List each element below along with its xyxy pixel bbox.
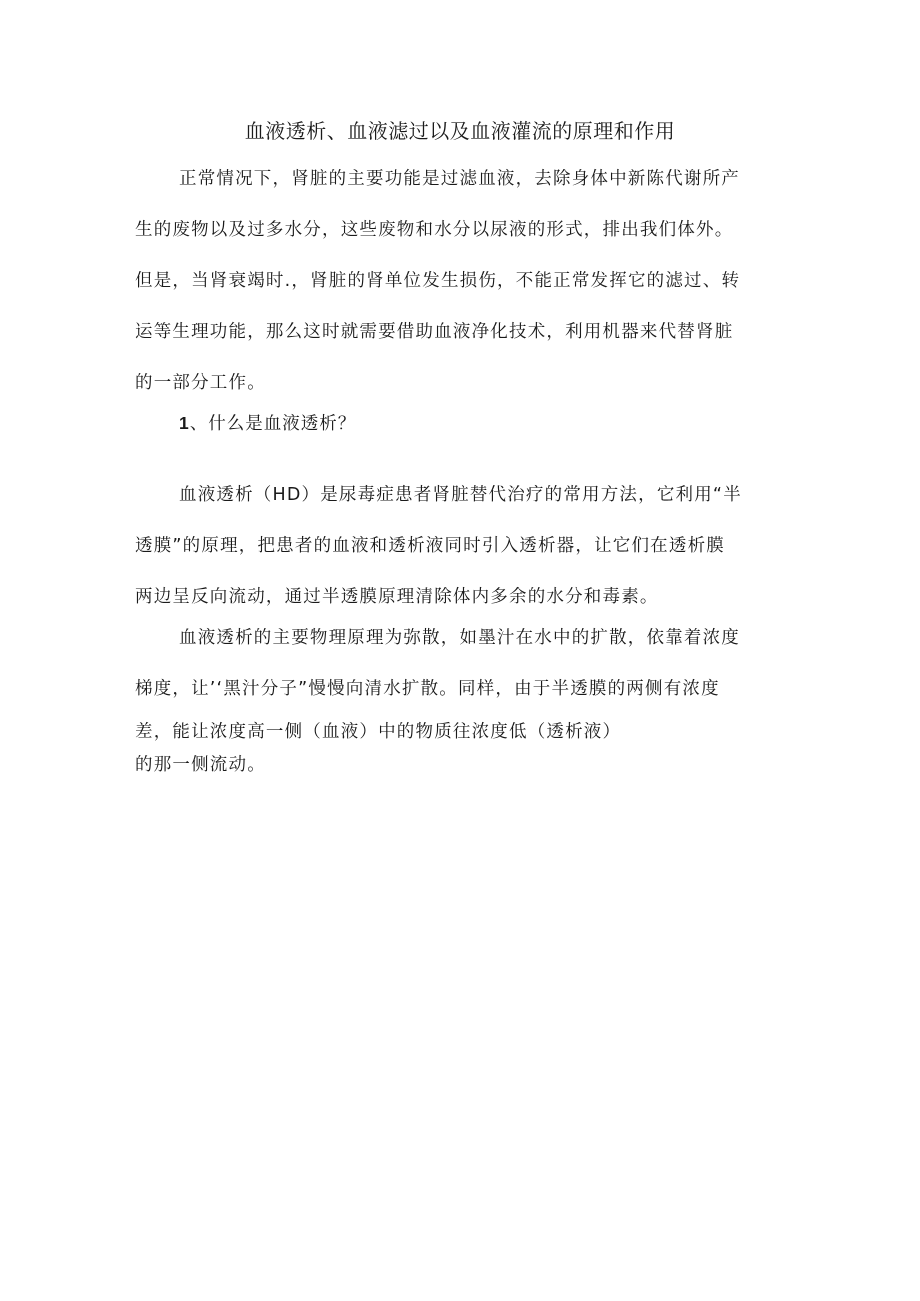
paragraph-line: 血液透析（HD）是尿毒症患者肾脏替代治疗的常用方法，它利用“半 — [179, 485, 742, 505]
paragraph-line: 的一部分工作。 — [135, 373, 266, 393]
intro-paragraph — [135, 154, 790, 409]
paragraph-line: 但是，当肾衰竭时.，肾脏的肾单位发生损伤，不能正常发挥它的滤过、转 — [135, 271, 741, 291]
paragraph-line: 血液透析的主要物理原理为弥散，如墨汁在水中的扩散，依靠着浓度 — [179, 628, 740, 648]
paragraph-line: 两边呈反向流动，通过半透膜原理清除体内多余的水分和毒素。 — [135, 587, 659, 607]
paragraph-line: 梯度，让’‘黑汁分子”慢慢向清水扩散。同样，由于半透膜的两侧有浓度 — [135, 679, 720, 699]
principle-paragraph — [135, 613, 790, 780]
hd-paragraph — [135, 470, 790, 623]
paragraph-line: 透膜”的原理，把患者的血液和透析液同时引入透析器，让它们在透析膜 — [135, 536, 725, 556]
document-title: 血液透析、血液滤过以及血液灌流的原理和作用 — [244, 119, 676, 143]
section-number: 1 — [179, 413, 190, 433]
paragraph-line: 的那一侧流动。 — [135, 755, 266, 775]
paragraph-line: 生的废物以及过多水分，这些废物和水分以尿液的形式，排出我们体外。 — [135, 220, 734, 240]
paragraph-line: 正常情况下，肾脏的主要功能是过滤血液，去除身体中新陈代谢所产 — [179, 169, 740, 189]
section-heading — [179, 398, 356, 450]
paragraph-line: 差，能让浓度高一侧（血液）中的物质往浓度低（透析液） — [135, 722, 622, 742]
section-heading-text: 、什么是血液透析？ — [189, 414, 357, 434]
paragraph-line: 运等生理功能，那么这时就需要借助血液净化技术，利用机器来代替肾脏 — [135, 322, 734, 342]
